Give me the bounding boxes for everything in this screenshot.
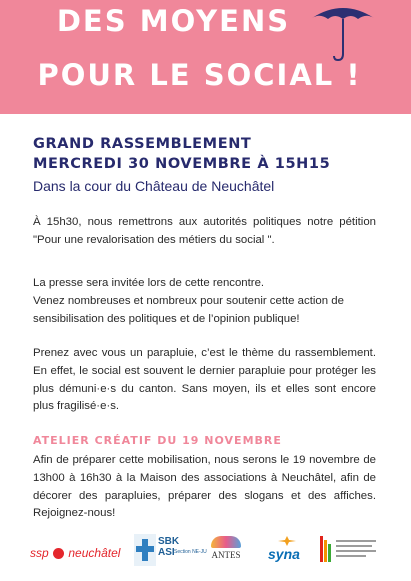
- syna-logo-text: syna: [268, 546, 300, 562]
- antes-logo-text: ANTES: [211, 550, 241, 560]
- sbk-section-text: Section NE-JU: [174, 549, 207, 555]
- paragraph-umbrella: Prenez avec vous un parapluie, c’est le thème du rassemblement. En effet, le social est souvent le dernier parapluie pour protéger les plus démuni·e·s du canton. Sans moyen, ils et elles sont encore plus fragilisé·e·s.: [33, 347, 376, 413]
- asi-logo-text: ASI: [158, 547, 175, 558]
- paragraph-call: Venez nombreuses et nombreux pour soutenir cette action de sensibilisation des politiques et de l’opinion publique!: [33, 295, 344, 325]
- ssp-logo-city: neuchâtel: [68, 546, 121, 560]
- paragraph-petition: À 15h30, nous remettrons aux autorités politiques notre pétition "Pour une revalorisation des métiers du social ".: [33, 216, 376, 246]
- sbk-logo: [134, 534, 207, 571]
- association-line-3: [336, 550, 376, 552]
- sbk-cross-icon: [134, 534, 156, 566]
- header-banner: [0, 0, 411, 114]
- syna-logo: [266, 536, 308, 566]
- atelier-title: ATELIER CRÉATIF DU 19 NOVEMBRE: [33, 434, 282, 447]
- banner-title-line2: POUR LE SOCIAL !: [37, 58, 362, 92]
- association-logo: [320, 534, 380, 568]
- atelier-text: Afin de préparer cette mobilisation, nous serons le 19 novembre de 13h00 à 16h30 à la Maison des associations à Neuchâtel, afin de décorer des parapluies, préparer des slogans et des affiches. Rejoignez-nous!: [33, 454, 376, 520]
- partner-logos: [0, 530, 411, 574]
- ssp-dot-icon: [53, 548, 64, 559]
- banner-title-line1: DES MOYENS: [56, 4, 291, 38]
- syna-star-icon: [278, 536, 296, 546]
- association-bars-icon: [320, 534, 334, 564]
- antes-graphic-icon: [211, 536, 241, 548]
- umbrella-icon: [310, 4, 376, 66]
- event-title: GRAND RASSEMBLEMENT: [33, 136, 252, 152]
- association-line-2: [336, 545, 372, 547]
- event-date: MERCREDI 30 NOVEMBRE À 15H15: [33, 156, 331, 172]
- association-line-1: [336, 540, 376, 542]
- sbk-logo-text: SBK: [158, 536, 180, 547]
- antes-logo: [204, 536, 248, 566]
- ssp-logo: [30, 546, 120, 560]
- event-location: Dans la cour du Château de Neuchâtel: [33, 178, 275, 194]
- paragraph-press: La presse sera invitée lors de cette rencontre.: [33, 277, 265, 289]
- association-line-4: [336, 555, 366, 557]
- ssp-logo-text: ssp: [30, 546, 49, 560]
